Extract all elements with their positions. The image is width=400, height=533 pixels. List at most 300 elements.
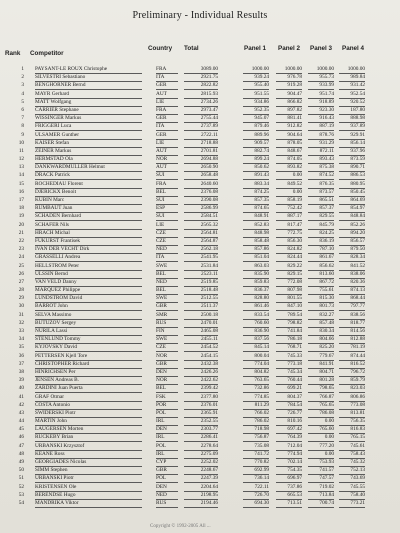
panel-1-score: 874.65 [243, 205, 269, 213]
table-row [0, 303, 400, 311]
panel-4-score: 937.96 [339, 148, 365, 156]
rank-cell: 27 [18, 278, 24, 285]
panel-4-score: 838.56 [339, 312, 365, 320]
total-score: 2694.88 [184, 156, 218, 164]
panel-4-score: 828.34 [339, 254, 365, 262]
panel-1-score: 939.24 [243, 74, 269, 82]
panel-4-score: 743.69 [339, 475, 365, 483]
total-score: 2365.91 [184, 410, 218, 418]
table-row [0, 451, 400, 459]
country-code: RUS [156, 320, 178, 328]
country-code: LIE [156, 99, 178, 107]
table-row [0, 369, 400, 377]
competitor-name: BUTUZOV Sergey [35, 320, 142, 328]
panel-3-score: 933.99 [308, 82, 334, 90]
total-score: 2564.87 [184, 238, 218, 246]
panel-3-score: 876.35 [308, 181, 334, 189]
panel-1-score: 741.72 [243, 451, 269, 459]
panel-2-score: 665.53 [276, 492, 302, 500]
panel-4-score: 816.52 [339, 361, 365, 369]
total-score: 2519.85 [184, 279, 218, 287]
country-code: GBR [156, 361, 178, 369]
panel-3-score: 841.91 [308, 361, 334, 369]
country-code: BEL [156, 287, 178, 295]
rank-cell: 6 [21, 106, 24, 113]
panel-3-score: 753.93 [308, 459, 334, 467]
panel-3-score: 867.72 [308, 279, 334, 287]
rank-cell: 29 [18, 295, 24, 302]
table-row [0, 484, 400, 492]
panel-3-score: 786.08 [308, 410, 334, 418]
competitor-name: HRACH Michal [35, 230, 142, 238]
panel-4-score: 758.40 [339, 492, 365, 500]
panel-3-score: 875.38 [308, 164, 334, 172]
panel-1-score: 899.24 [243, 156, 269, 164]
rank-cell: 17 [18, 197, 24, 203]
rank-cell: 14 [18, 172, 24, 179]
competitor-name: ZARDINI Juan Puerta [35, 385, 142, 393]
competitor-name: MATT Wolfgang [35, 99, 142, 107]
panel-4-score: 838.06 [339, 271, 365, 279]
total-score: 2198.95 [184, 492, 218, 500]
panel-4-score: 745.32 [339, 459, 365, 467]
panel-1-score: 766.02 [243, 410, 269, 418]
panel-4-score: 813.81 [339, 410, 365, 418]
table-row [0, 123, 400, 131]
table-row [0, 394, 400, 402]
panel-3-score: 955.73 [308, 74, 334, 82]
panel-1-score: 852.83 [243, 222, 269, 230]
competitor-name: ULSSIN Bernd [35, 271, 142, 279]
country-code: LIE [156, 222, 178, 230]
country-code: FSK [156, 394, 178, 402]
country-code: NOR [156, 377, 178, 385]
total-score: 2541.95 [184, 254, 218, 262]
panel-4-score: 952.54 [339, 91, 365, 99]
panel-2-score: 764.39 [276, 434, 302, 442]
panel-3-score: 887.19 [308, 123, 334, 131]
table-row [0, 279, 400, 287]
table-row [0, 230, 400, 238]
competitor-name: GEORGIADES Nicolas [35, 459, 142, 467]
panel-1-score: 955.40 [243, 82, 269, 90]
panel-1-score: 836.37 [243, 287, 269, 295]
country-code: DEN [156, 426, 178, 434]
panel-3-score: 801.28 [308, 377, 334, 385]
table-row [0, 312, 400, 320]
panel-1-score: 934.86 [243, 99, 269, 107]
panel-3-score: 779.67 [308, 353, 334, 361]
table-row [0, 140, 400, 148]
panel-3-score: 755.61 [308, 287, 334, 295]
panel-2-score: 881.41 [276, 115, 302, 123]
table-row [0, 197, 400, 205]
country-code: IRL [156, 434, 178, 442]
panel-2-score: 760.44 [276, 377, 302, 385]
table-row [0, 107, 400, 115]
competitor-name: ZEINER Markus [35, 148, 142, 156]
panel-2-score: 878.05 [276, 140, 302, 148]
country-code: NOR [156, 156, 178, 164]
panel-3-score: 1000.00 [308, 66, 334, 74]
competitor-name: STENLUND Tommy [35, 336, 142, 344]
competitor-name: GRASSELLI Andrea [35, 254, 142, 262]
country-code: GER [156, 82, 178, 90]
country-code: BEL [156, 385, 178, 393]
panel-3-score: 765.65 [308, 402, 334, 410]
rank-cell: 35 [18, 344, 24, 351]
country-code: POR [156, 402, 178, 410]
panel-4-score: 879.50 [339, 246, 365, 254]
panel-3-score: 719.02 [308, 484, 334, 492]
competitor-name: HERMSTAD Ola [35, 156, 142, 164]
competitor-name: MAYR Gerhard [35, 91, 142, 99]
country-code: FRA [156, 107, 178, 115]
total-score: 2718.88 [184, 140, 218, 148]
panel-4-score: 854.97 [339, 205, 365, 213]
panel-2-score: 807.98 [276, 287, 302, 295]
panel-4-score: 756.35 [339, 418, 365, 426]
total-score: 2586.99 [184, 205, 218, 213]
panel-1-score: 909.57 [243, 140, 269, 148]
panel-3-score: 845.79 [308, 222, 334, 230]
country-code: CZE [156, 344, 178, 352]
panel-1-score: 774.85 [243, 394, 269, 402]
competitor-name: WISSINGER Markus [35, 115, 142, 123]
total-score: 2822.82 [184, 82, 218, 90]
table-row [0, 156, 400, 164]
competitor-name: DRACK Patrick [35, 172, 142, 180]
panel-2-score: 784.54 [276, 402, 302, 410]
table-row [0, 132, 400, 140]
competitor-name: FUKURST Frantisek [35, 238, 142, 246]
table-row [0, 254, 400, 262]
panel-2-score: 745.34 [276, 369, 302, 377]
rank-cell: 22 [18, 237, 24, 244]
competitor-name: LAUGERSEN Morten [35, 426, 142, 434]
panel-1-score: 836.90 [243, 328, 269, 336]
panel-4-header: Panel 4 [342, 45, 365, 52]
table-row [0, 344, 400, 352]
total-score: 2921.75 [184, 74, 218, 82]
competitor-name: SCHAFER Nils [35, 222, 142, 230]
panel-4-score: 868.44 [339, 295, 365, 303]
panel-4-score: 773.21 [339, 500, 365, 508]
panel-3-score: 923.30 [308, 107, 334, 115]
panel-1-score: 883.34 [243, 181, 269, 189]
country-code: NED [156, 279, 178, 287]
panel-2-score: 897.82 [276, 107, 302, 115]
country-code: ITA [156, 74, 178, 82]
panel-3-score: 874.52 [308, 172, 334, 180]
panel-3-score: 918.89 [308, 99, 334, 107]
country-code: AUT [156, 164, 178, 172]
country-code: ITA [156, 123, 178, 131]
panel-2-score: 768.71 [276, 344, 302, 352]
panel-2-score: 754.35 [276, 467, 302, 475]
rank-cell: 41 [18, 393, 24, 400]
panel-3-score: 857.37 [308, 205, 334, 213]
competitor-name: SILVESTRI Sebastiano [35, 74, 142, 82]
competitor-name: BERENDSE Hugo [35, 492, 142, 500]
page-title: Preliminary - Individual Results [132, 10, 268, 21]
country-code: BEL [156, 271, 178, 279]
rank-cell: 50 [18, 467, 24, 474]
panel-3-score: 741.57 [308, 467, 334, 475]
competitor-header: Competitor [30, 50, 64, 57]
country-code: CZE [156, 230, 178, 238]
country-code: SUI [156, 172, 178, 180]
total-score: 2194.46 [184, 500, 218, 508]
panel-4-score: 812.88 [339, 336, 365, 344]
competitor-name: KUBIN Marc [35, 197, 142, 205]
table-row [0, 402, 400, 410]
rank-cell: 20 [18, 221, 24, 228]
panel-1-score: 889.96 [243, 132, 269, 140]
panel-2-score: 789.54 [276, 312, 302, 320]
total-score: 2377.80 [184, 394, 218, 402]
panel-2-score: 702.14 [276, 459, 302, 467]
total-score: 2204.64 [184, 484, 218, 492]
competitor-name: MANDRIKA Viktor [35, 500, 142, 508]
table-row [0, 377, 400, 385]
panel-1-score: 835.90 [243, 271, 269, 279]
rank-cell: 16 [18, 188, 24, 195]
panel-3-score: 931.29 [308, 140, 334, 148]
table-row [0, 213, 400, 221]
rank-cell: 34 [18, 336, 24, 343]
panel-2-score: 745.33 [276, 353, 302, 361]
competitor-name: BARROT John [35, 303, 142, 311]
panel-1-score: 891.43 [243, 172, 269, 180]
rank-cell: 11 [18, 147, 24, 154]
panel-2-score: 824.82 [276, 246, 302, 254]
panel-2-score: 0.00 [276, 172, 302, 180]
competitor-name: RUCKEBY Brian [35, 434, 142, 442]
total-score: 2470.01 [184, 320, 218, 328]
panel-3-score: 829.55 [308, 213, 334, 221]
table-row [0, 426, 400, 434]
competitor-name: DJERICKX Benoit [35, 189, 142, 197]
panel-2-score: 847.10 [276, 303, 302, 311]
panel-3-score: 813.60 [308, 271, 334, 279]
rank-cell: 4 [21, 90, 24, 97]
country-code: LIE [156, 140, 178, 148]
panel-3-score: 765.60 [308, 426, 334, 434]
total-score: 2734.26 [184, 99, 218, 107]
total-score: 2465.08 [184, 328, 218, 336]
panel-1-score: 863.03 [243, 263, 269, 271]
panel-4-score: 890.71 [339, 164, 365, 172]
panel-4-score: 806.86 [339, 394, 365, 402]
table-row [0, 410, 400, 418]
panel-3-score: 857.48 [308, 320, 334, 328]
table-row [0, 385, 400, 393]
panel-4-score: 814.56 [339, 328, 365, 336]
panel-4-score: 874.13 [339, 287, 365, 295]
panel-1-score: 722.11 [243, 484, 269, 492]
total-score: 2531.84 [184, 263, 218, 271]
rank-cell: 39 [18, 377, 24, 384]
panel-1-score: 804.82 [243, 369, 269, 377]
table-row [0, 66, 400, 74]
total-score: 2511.37 [184, 303, 218, 311]
competitor-name: LUNDSTROM David [35, 295, 142, 303]
panel-1-score: 718.98 [243, 426, 269, 434]
competitor-name: NURILA Lassi [35, 328, 142, 336]
panel-4-score: 841.52 [339, 263, 365, 271]
country-code: SWE [156, 263, 178, 271]
rank-cell: 25 [18, 262, 24, 269]
rank-header: Rank [5, 50, 21, 57]
country-header: Country [148, 45, 173, 52]
panel-3-score: 951.74 [308, 91, 334, 99]
country-code: ESP [156, 205, 178, 213]
country-code: AUT [156, 91, 178, 99]
total-score: 2500.18 [184, 312, 218, 320]
panel-4-score: 850.45 [339, 189, 365, 197]
total-header: Total [184, 45, 199, 52]
panel-1-score: 735.08 [243, 443, 269, 451]
total-score: 2376.01 [184, 402, 218, 410]
panel-2-score: 904.64 [276, 132, 302, 140]
table-row [0, 271, 400, 279]
panel-3-score: 916.43 [308, 115, 334, 123]
panel-4-score: 880.95 [339, 181, 365, 189]
rank-cell: 5 [21, 98, 24, 105]
competitor-name: ROCHEDIAU Florent [35, 181, 142, 189]
panel-4-score: 920.52 [339, 99, 365, 107]
panel-3-score: 865.51 [308, 197, 334, 205]
panel-3-score: 804.71 [308, 369, 334, 377]
country-code: POL [156, 410, 178, 418]
rank-cell: 10 [18, 139, 24, 146]
table-row [0, 74, 400, 82]
panel-4-score: 797.77 [339, 303, 365, 311]
rank-cell: 23 [18, 246, 24, 253]
panel-4-score: 886.53 [339, 172, 365, 180]
table-row [0, 467, 400, 475]
rank-cell: 40 [18, 385, 24, 392]
competitor-name: ULSAMER Gunther [35, 132, 142, 140]
panel-4-score: 859.79 [339, 377, 365, 385]
panel-1-score: 1000.00 [243, 66, 269, 74]
panel-3-score: 804.66 [308, 336, 334, 344]
country-code: ITA [156, 254, 178, 262]
rank-cell: 44 [18, 418, 24, 425]
rank-cell: 21 [18, 229, 24, 236]
panel-1-header: Panel 1 [244, 45, 267, 52]
panel-3-header: Panel 3 [310, 45, 333, 52]
total-score: 2518.48 [184, 287, 218, 295]
competitor-name: KYJOVSKY David [35, 344, 142, 352]
rank-cell: 45 [18, 426, 24, 433]
panel-3-score: 747.57 [308, 475, 334, 483]
rank-cell: 46 [18, 434, 24, 441]
panel-1-score: 736.14 [243, 475, 269, 483]
panel-3-score: 872.11 [308, 148, 334, 156]
rank-cell: 7 [21, 115, 24, 122]
total-score: 3089.00 [184, 66, 218, 74]
rank-cell: 8 [21, 123, 24, 130]
panel-4-score: 758.43 [339, 451, 365, 459]
total-score: 2248.67 [184, 467, 218, 475]
panel-2-score: 866.82 [276, 99, 302, 107]
country-code: GBR [156, 467, 178, 475]
panel-1-score: 882.74 [243, 148, 269, 156]
panel-3-score: 878.76 [308, 132, 334, 140]
panel-1-score: 848.98 [243, 230, 269, 238]
total-score: 2512.55 [184, 295, 218, 303]
panel-3-score: 873.57 [308, 189, 334, 197]
panel-1-score: 952.35 [243, 107, 269, 115]
panel-3-score: 856.62 [308, 263, 334, 271]
competitor-name: GRAF Otmar [35, 394, 142, 402]
total-score: 2722.11 [184, 132, 218, 140]
competitor-name: BENGHORNER Bernd [35, 82, 142, 90]
country-code: GBR [156, 303, 178, 311]
total-score: 2564.81 [184, 230, 218, 238]
rank-cell: 1 [21, 66, 24, 72]
table-row [0, 353, 400, 361]
panel-2-score: 893.82 [276, 164, 302, 172]
competitor-name: KAISER Stefan [35, 140, 142, 148]
panel-4-score: 852.26 [339, 222, 365, 230]
table-row [0, 164, 400, 172]
total-score: 2275.09 [184, 451, 218, 459]
panel-2-score: 741.84 [276, 328, 302, 336]
rank-cell: 28 [18, 287, 24, 294]
competitor-name: IVAN DER VECHT Dirk [35, 246, 142, 254]
panel-3-score: 777.20 [308, 443, 334, 451]
panel-1-score: 857.86 [243, 246, 269, 254]
panel-2-score: 829.15 [276, 271, 302, 279]
total-score: 2584.51 [184, 213, 218, 221]
panel-3-score: 893.43 [308, 156, 334, 164]
total-score: 2658.48 [184, 172, 218, 180]
panel-4-score: 888.98 [339, 115, 365, 123]
country-code: SMR [156, 312, 178, 320]
panel-1-score: 833.54 [243, 312, 269, 320]
rank-cell: 51 [18, 475, 24, 482]
country-code: CZE [156, 238, 178, 246]
total-score: 2562.18 [184, 246, 218, 254]
table-row [0, 91, 400, 99]
rank-cell: 53 [18, 491, 24, 498]
panel-1-score: 859.83 [243, 279, 269, 287]
total-score: 2247.39 [184, 475, 218, 483]
panel-1-score: 760.60 [243, 320, 269, 328]
panel-1-score: 858.48 [243, 238, 269, 246]
panel-1-score: 845.14 [243, 344, 269, 352]
rank-cell: 9 [21, 131, 24, 138]
panel-1-score: 851.04 [243, 254, 269, 262]
panel-1-score: 800.04 [243, 353, 269, 361]
total-score: 2426.26 [184, 369, 218, 377]
panel-2-score: 919.28 [276, 82, 302, 90]
total-score: 2640.60 [184, 181, 218, 189]
country-code: DEN [156, 369, 178, 377]
total-score: 2737.89 [184, 123, 218, 131]
total-score: 2422.62 [184, 377, 218, 385]
country-code: GER [156, 115, 178, 123]
table-row [0, 172, 400, 180]
panel-1-score: 837.56 [243, 336, 269, 344]
total-score: 2390.08 [184, 197, 218, 205]
rank-cell: 42 [18, 401, 24, 408]
table-row [0, 361, 400, 369]
country-code: SWE [156, 295, 178, 303]
